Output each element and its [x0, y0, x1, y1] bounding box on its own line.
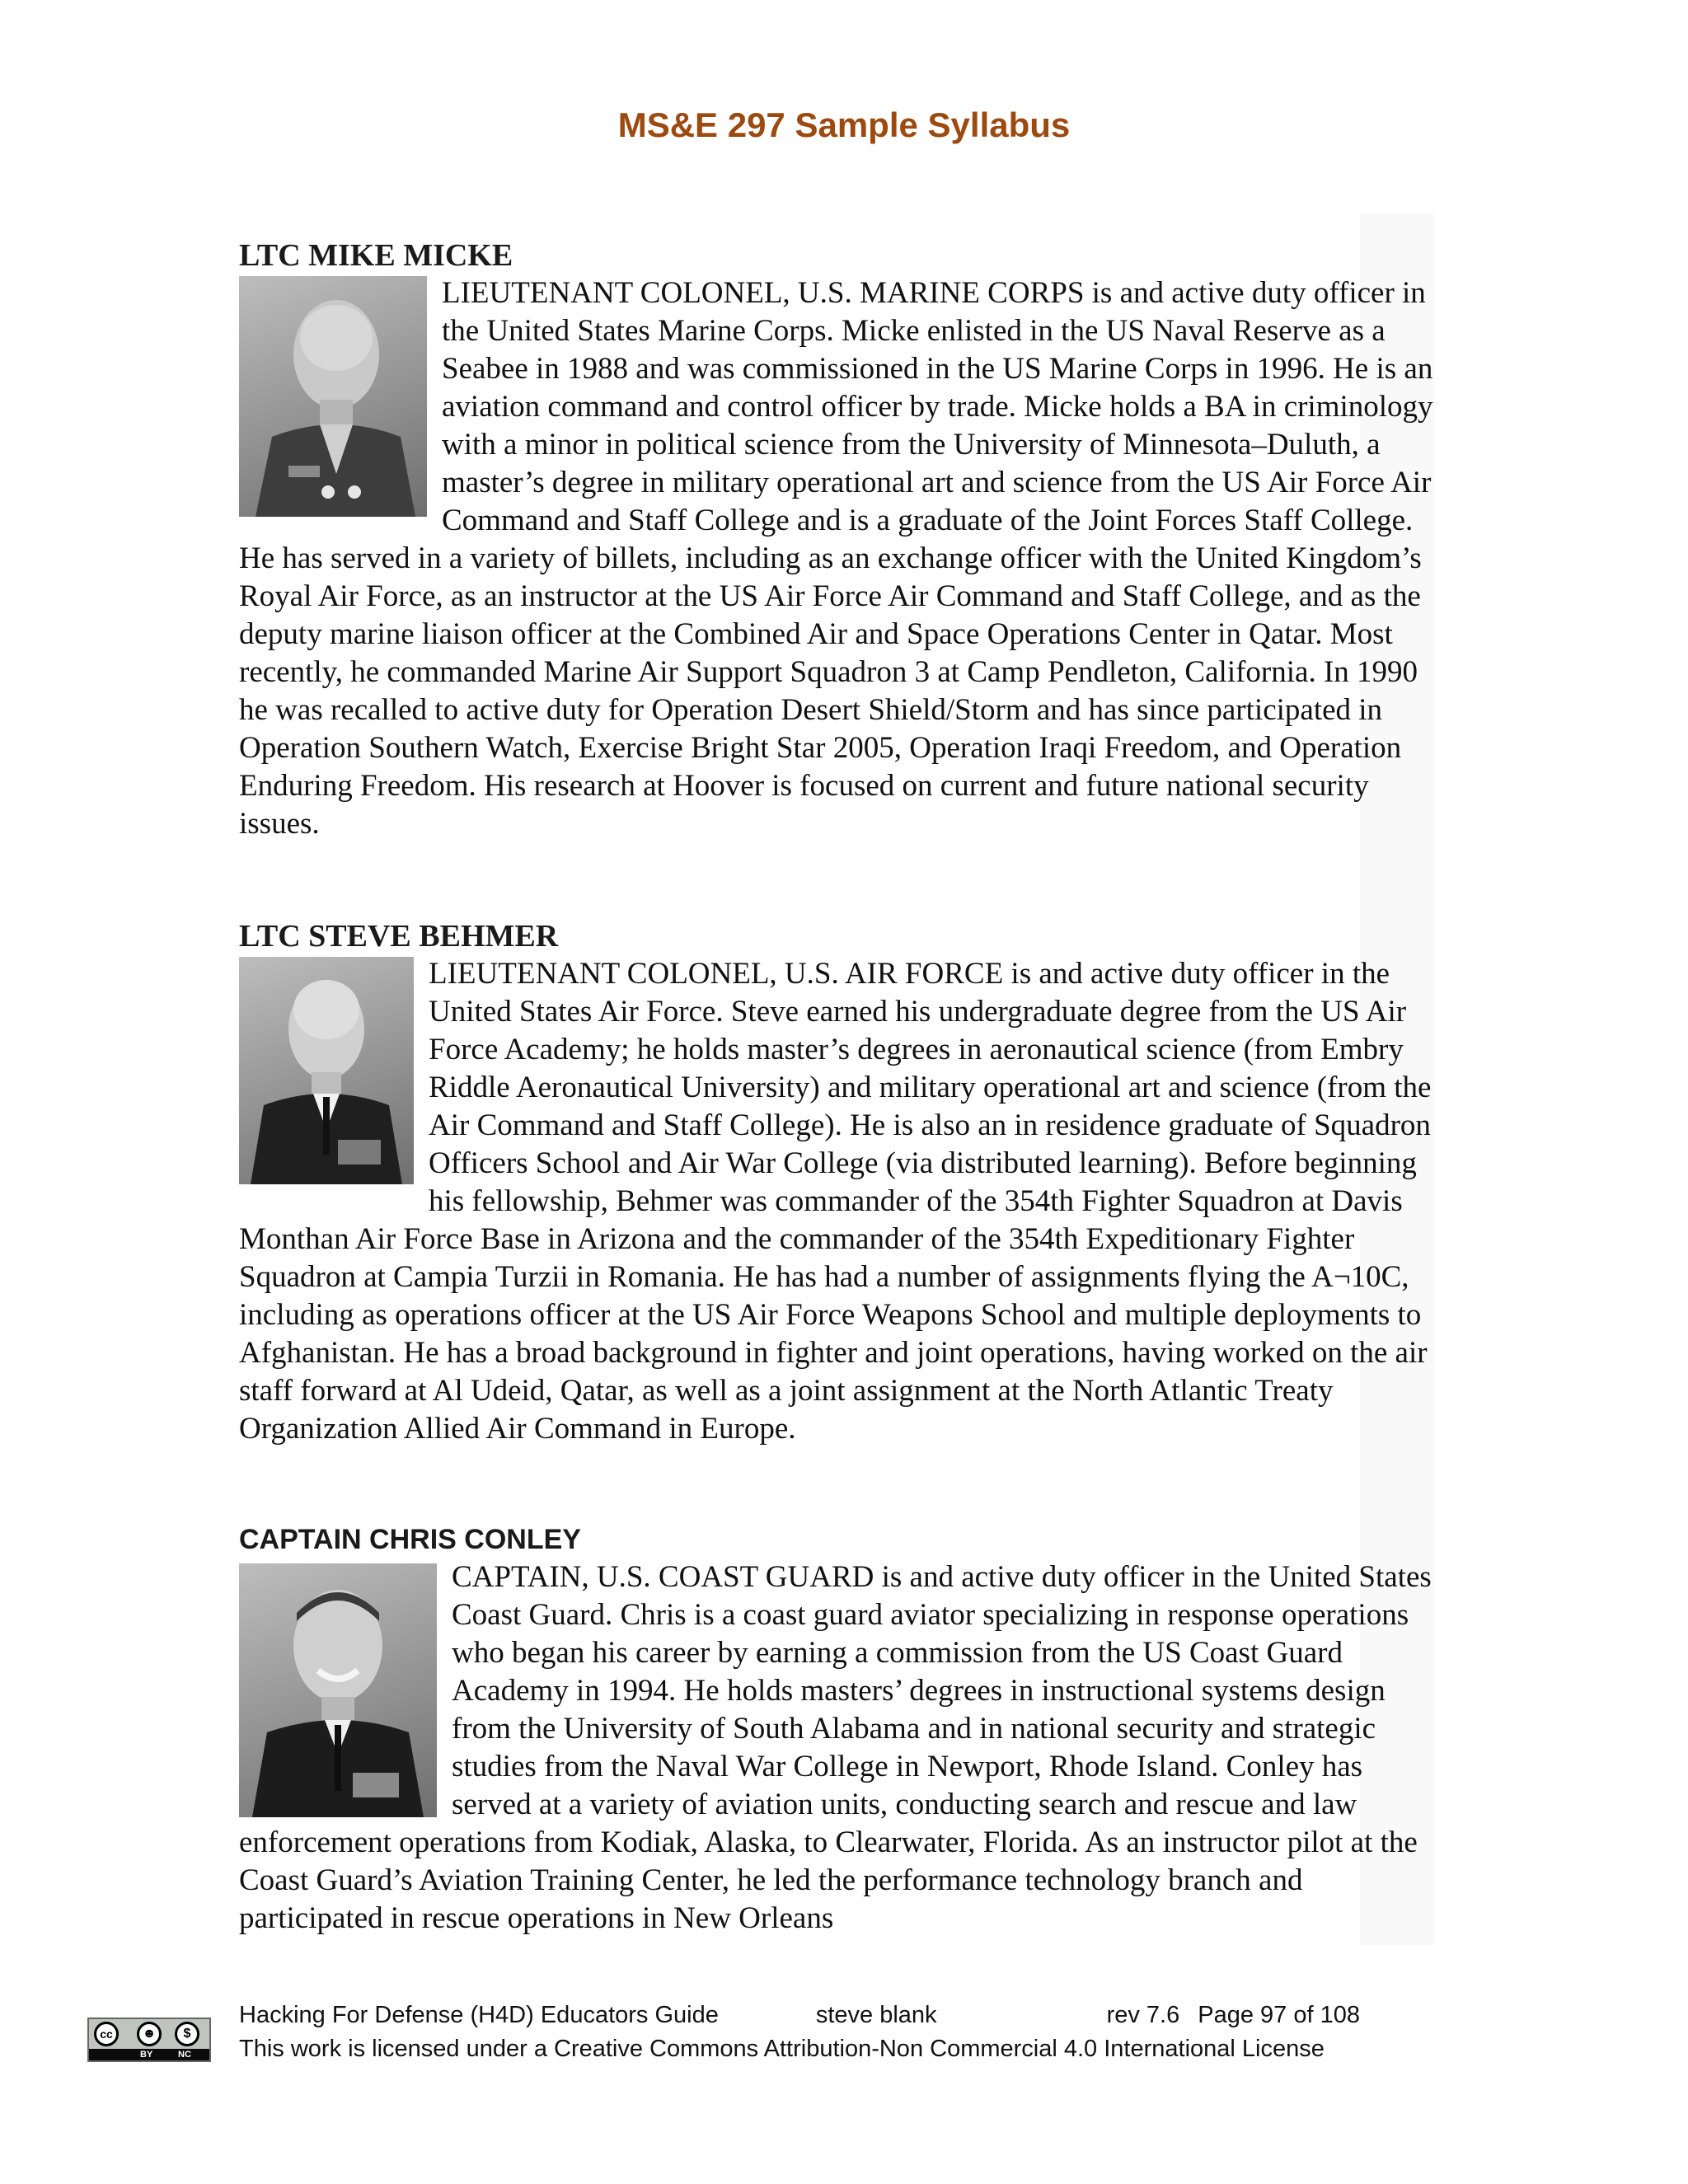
cc-license-badge: [87, 2018, 211, 2062]
bio-text: CAPTAIN, U.S. COAST GUARD is and active duty officer in the United States Coast Guard. Chris is a coast guard aviator specializing in response operations who began his career by earning a commission from the US Coast Guard Academy in 1994. He holds masters’ degrees in instructional systems design from the University of South Alabama and in national security and strategic studies from the Naval War College in Newport, Rhode Island. Conley has served at a variety of aviation units, conducting search and rescue and law enforcement operations from Kodiak, Alaska, to Clearwater, Florida. As an instructor pilot at the Coast Guard’s Aviation Training Center, he led the performance technology branch and participated in rescue operations in New Orleans: [239, 1560, 1432, 1935]
page-title: MS&E 297 Sample Syllabus: [617, 105, 1071, 144]
page-footer: [239, 1999, 1434, 2066]
footer-row-info: [239, 1999, 1434, 2032]
footer-guide: Hacking For Defense (H4D) Educators Guide: [239, 2002, 719, 2028]
cc-by-label: BY: [140, 2050, 153, 2060]
footer-page-number: Page 97 of 108: [1198, 2002, 1360, 2028]
bio-name: CAPTAIN CHRIS CONLEY: [239, 1524, 581, 1555]
cc-nc-label: NC: [178, 2050, 191, 2060]
attribution-person-icon: ☻: [137, 2022, 162, 2046]
cc-icon: cc: [94, 2022, 119, 2046]
non-commercial-icon: $: [175, 2022, 199, 2046]
bio-text: LIEUTENANT COLONEL, U.S. MARINE CORPS is and active duty officer in the United States Marine Corps. Micke enlisted in the US Naval Reserve as a Seabee in 1988 and was commissioned in the US Marine Corps in 1996. He is an aviation command and control officer by trade. Micke holds a BA in criminology with a minor in political science from the University of Minnesota–Duluth, a master’s degree in military operational art and science from the US Air Force Air Command and Staff College and is a graduate of the Joint Forces Staff College. He has served in a variety of billets, including as an exchange officer with the United Kingdom’s Royal Air Force, as an instructor at the US Air Force Air Command and Staff College, and as the deputy marine liaison officer at the Combined Air and Space Operations Center in Qatar. Most recently, he commanded Marine Air Support Squadron 3 at Camp Pendleton, California. In 1990 he was recalled to active duty for Operation Desert Shield/Storm and has since participated in Operation Southern Watch, Exercise Bright Star 2005, Operation Iraqi Freedom, and Operation Enduring Freedom. His research at Hoover is focused on current and future national security issues.: [239, 276, 1433, 841]
footer-author: steve blank: [815, 2002, 937, 2028]
bio-behmer: [239, 917, 1434, 1448]
footer-license: This work is licensed under a Creative Commons Attribution-Non Commercial 4.0 International License: [239, 2036, 1325, 2062]
footer-revision: rev 7.6: [1106, 2002, 1180, 2028]
portrait-photo: [239, 276, 427, 517]
portrait-photo: [239, 957, 414, 1184]
bio-name: LTC STEVE BEHMER: [239, 919, 559, 954]
portrait-photo: [239, 1563, 437, 1817]
bio-text: LIEUTENANT COLONEL, U.S. AIR FORCE is and active duty officer in the United States Air Force. Steve earned his undergraduate degree from the US Air Force Academy; he holds master’s degrees in aeronautical science (from Embry Riddle Aeronautical University) and military operational art and science (from the Air Command and Staff College). He is also an in residence graduate of Squadron Officers School and Air War College (via distributed learning). Before beginning his fellowship, Behmer was commander of the 354th Fighter Squadron at Davis Monthan Air Force Base in Arizona and the commander of the 354th Expeditionary Fighter Squadron at Campia Turzii in Romania. He has had a number of assignments flying the A¬10C, including as operations officer at the US Air Force Weapons School and multiple deployments to Afghanistan. He has a broad background in fighter and joint operations, having worked on the air staff forward at Al Udeid, Qatar, as well as a joint assignment at the North Atlantic Treaty Organization Allied Air Command in Europe.: [239, 957, 1432, 1446]
bio-micke: [239, 237, 1434, 843]
bio-name: LTC MIKE MICKE: [239, 238, 513, 273]
bio-conley: [239, 1521, 1434, 1938]
